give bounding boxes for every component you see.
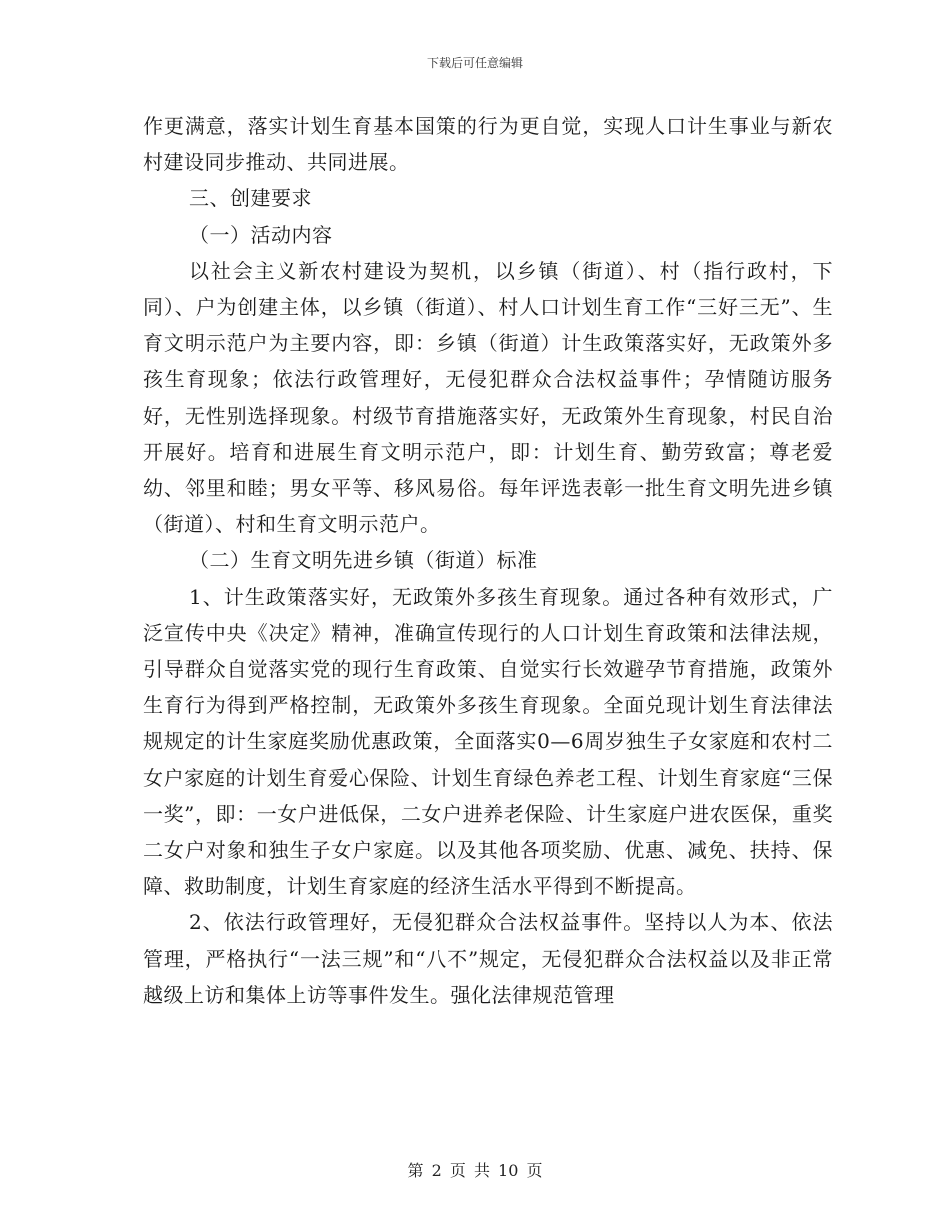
document-body: [143, 108, 833, 1013]
paragraph-activity-content: 以社会主义新农村建设为契机，以乡镇（街道）、村（指行政村，下同）、户为创建主体，以乡镇（街道）、村人口计划生育工作“三好三无”、生育文明示范户为主要内容，即：乡镇（街道）计生政策落实好，无政策外多孩生育现象；依法行政管理好，无侵犯群众合法权益事件；孕情随访服务好，无性别选择现象。村级节育措施落实好，无政策外生育现象，村民自治开展好。培育和进展生育文明示范户，即：计划生育、勤劳致富；尊老爱幼、邻里和睦；男女平等、移风易俗。每年评选表彰一批生育文明先进乡镇（街道）、村和生育文明示范户。: [143, 258, 833, 537]
page-header: 下载后可任意编辑: [426, 56, 523, 70]
subsection-heading: （一）活动内容: [189, 222, 333, 247]
paragraph-continuation: 作更满意，落实计划生育基本国策的行为更自觉，实现人口计生事业与新农村建设同步推动、共同进展。: [143, 114, 833, 175]
section-heading: 三、创建要求: [189, 186, 312, 211]
paragraph-standard-2: 2、依法行政管理好，无侵犯群众合法权益事件。坚持以人为本、依法管理，严格执行“一法三规”和“八不”规定，无侵犯群众合法权益以及非正常越级上访和集体上访等事件发生。强化法律规范管理: [143, 910, 833, 1007]
subsection-heading: （二）生育文明先进乡镇（街道）标准: [189, 548, 538, 573]
page-number-footer: 第 2 页 共 10 页: [407, 1161, 543, 1180]
paragraph-standard-1: 1、计生政策落实好，无政策外多孩生育现象。通过各种有效形式，广泛宣传中央《决定》精神，准确宣传现行的人口计划生育政策和法律法规，引导群众自觉落实党的现行生育政策、自觉实行长效避孕节育措施，政策外生育行为得到严格控制，无政策外多孩生育现象。全面兑现计划生育法律法规规定的计生家庭奖励优惠政策，全面落实0—6周岁独生子女家庭和农村二女户家庭的计划生育爱心保险、计划生育绿色养老工程、计划生育家庭“三保一奖”，即：一女户进低保，二女户进养老保险、计生家庭户进农医保，重奖二女户对象和独生子女户家庭。以及其他各项奖励、优惠、减免、扶持、保障、救助制度，计划生育家庭的经济生活水平得到不断提高。: [143, 584, 833, 899]
